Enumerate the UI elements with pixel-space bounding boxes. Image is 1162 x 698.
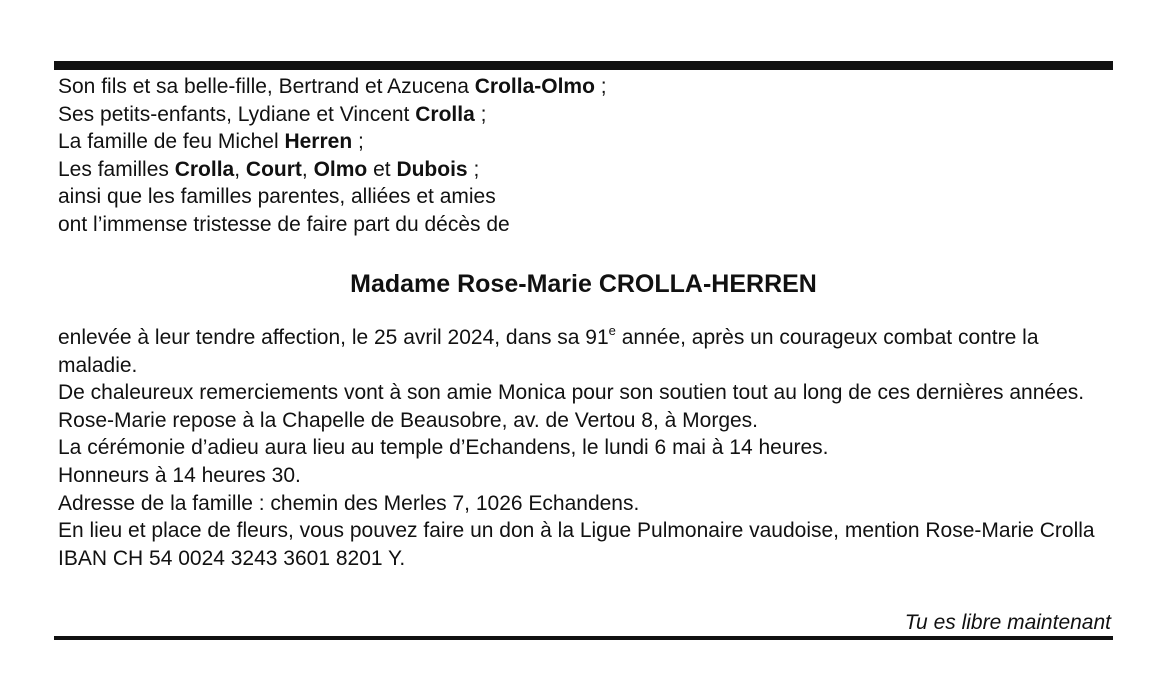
- family-name: Court: [245, 157, 302, 181]
- body-paragraph-thanks: De chaleureux remerciements vont à son amie Monica pour son soutien tout au long de ces dernières années.: [58, 381, 1085, 405]
- ordinal-superscript: e: [608, 323, 616, 338]
- intro-line-herren: [58, 128, 1110, 156]
- bottom-divider: [54, 636, 1113, 640]
- intro-text: ,: [301, 157, 314, 181]
- family-name: Crolla: [415, 102, 475, 126]
- intro-text: Ses petits-enfants, Lydiane et Vincent: [58, 102, 416, 126]
- intro-line-grandchildren: [58, 101, 1110, 129]
- body-paragraph-honours: Honneurs à 14 heures 30.: [58, 463, 301, 487]
- body-paragraph-passing: [58, 324, 1110, 379]
- intro-text: ;: [474, 102, 487, 126]
- family-name: Dubois: [396, 157, 468, 181]
- deceased-name: Madame Rose-Marie CROLLA-HERREN: [350, 270, 817, 298]
- top-divider: [54, 61, 1113, 70]
- closing-phrase: Tu es libre maintenant: [904, 611, 1111, 634]
- body-paragraph-address: Adresse de la famille : chemin des Merles 7, 1026 Echandens.: [58, 491, 640, 515]
- intro-text: ;: [594, 75, 607, 98]
- intro-text: Les familles: [58, 157, 175, 181]
- intro-text: ;: [467, 157, 480, 181]
- intro-line-families: [58, 156, 1110, 184]
- intro-text: La famille de feu Michel: [58, 130, 285, 154]
- intro-line-relatives: ainsi que les familles parentes, alliées et amies: [58, 185, 496, 209]
- obituary-body: [58, 324, 1110, 572]
- intro-text: Son fils et sa belle-fille, Bertrand et Azucena: [58, 75, 475, 98]
- intro-line-announcement: ont l’immense tristesse de faire part du décès de: [58, 212, 510, 236]
- family-name: Crolla: [174, 157, 235, 181]
- body-paragraph-rest-place: Rose-Marie repose à la Chapelle de Beausobre, av. de Vertou 8, à Morges.: [58, 408, 759, 432]
- family-name: Crolla-Olmo: [474, 75, 595, 98]
- intro-line-son: [58, 73, 1110, 101]
- body-text: enlevée à leur tendre affection, le 25 avril 2024, dans sa 91: [58, 326, 609, 349]
- body-text: année, après un courageux combat contre la maladie.: [58, 326, 1039, 377]
- intro-text: ;: [352, 130, 364, 154]
- body-paragraph-donation: En lieu et place de fleurs, vous pouvez faire un don à la Ligue Pulmonaire vaudoise, mention Rose-Marie Crolla IBAN CH 54 0024 3243 3601 8201 Y.: [58, 519, 1095, 570]
- body-paragraph-ceremony: La cérémonie d’adieu aura lieu au temple d’Echandens, le lundi 6 mai à 14 heures.: [58, 436, 829, 460]
- family-announcement: [58, 73, 1110, 239]
- intro-text: et: [367, 157, 397, 181]
- family-name: Herren: [284, 130, 353, 154]
- family-name: Olmo: [313, 157, 368, 181]
- intro-text: ,: [234, 157, 246, 181]
